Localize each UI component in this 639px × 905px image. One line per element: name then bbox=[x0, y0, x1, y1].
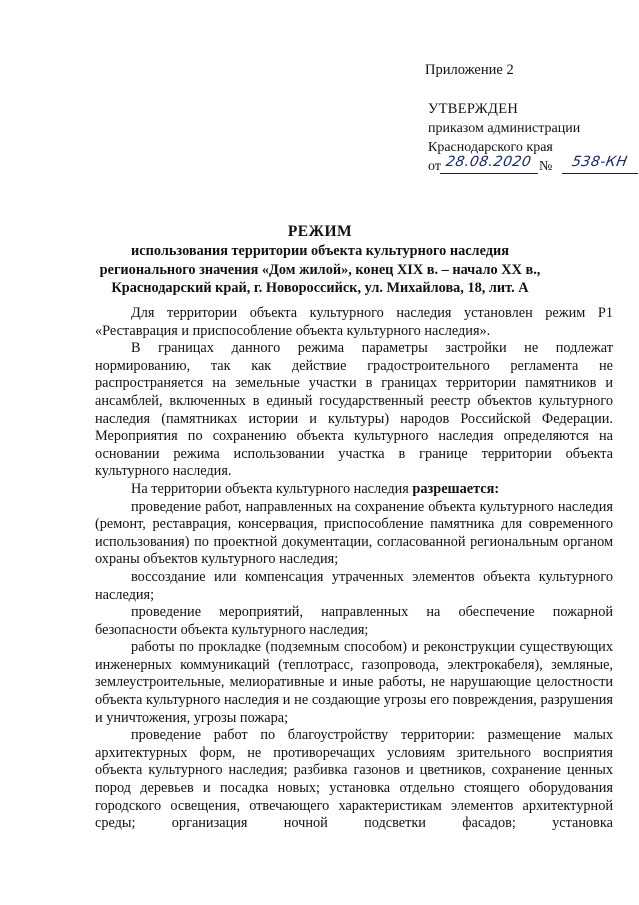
approved-label: УТВЕРЖДЕН bbox=[428, 101, 519, 117]
approval-block bbox=[428, 100, 630, 176]
document-body bbox=[95, 305, 613, 833]
order-date-underline bbox=[440, 173, 538, 174]
paragraph-permitted-intro bbox=[95, 481, 613, 499]
permitted-intro-text: На территории объекта культурного наследия bbox=[131, 480, 413, 497]
permitted-keyword: разрешается: bbox=[412, 480, 500, 497]
paragraph-regime: Для территории объекта культурного наследия установлен режим Р1 «Реставрация и приспособление объекта культурного наследия». bbox=[95, 305, 613, 339]
paragraph-parameters: В границах данного режима параметры застройки не подлежат нормированию, так как действие градостроительного регламента не распространяется на земельные участки в границах территории памятников и ансамблей, включенных в единый государственный реестр объектов культурного наследия (памятниках истории и культуры) народов Российской Федерации. Мероприятия по сохранению объекта культурного наследия определяются на основании режима использовании участка в границе территории объекта культурного наследия. bbox=[95, 340, 613, 480]
order-prefix: от bbox=[428, 159, 441, 174]
list-item: работы по прокладке (подземным способом) и реконструкции существующих инженерных коммуникаций (теплотрасс, газопровода, электрокабеля), земляные, землеустроительные, мелиоративные и иные работы, не нарушающие целостности объекта культурного наследия и не создающие угрозы его повреждения, разрушения и уничтожения, угрозы пожара; bbox=[95, 639, 613, 726]
order-date-handwritten: 28.08.2020 bbox=[445, 154, 534, 170]
title-line-3: Краснодарский край, г. Новороссийск, ул. Михайлова, 18, лит. А bbox=[111, 280, 529, 296]
order-number-field bbox=[562, 153, 638, 172]
list-item: проведение работ, направленных на сохранение объекта культурного наследия (ремонт, реставрация, консервация, приспособление памятника для современного использования) по проектной документации, согласованной региональным органом охраны объектов культурного наследия; bbox=[95, 498, 613, 568]
title-line-1: использования территории объекта культурного наследия bbox=[131, 243, 509, 259]
order-number-handwritten: 538-КН bbox=[571, 154, 630, 170]
order-date-field bbox=[440, 153, 538, 172]
list-item: проведение мероприятий, направленных на обеспечение пожарной безопасности объекта культурного наследия; bbox=[95, 604, 613, 638]
approval-line-2: Краснодарского края bbox=[428, 140, 553, 155]
title-line-2: регионального значения «Дом жилой», конец XIX в. – начало XX в., bbox=[99, 261, 541, 278]
list-item: проведение работ по благоустройству территории: размещение малых архитектурных форм, не противоречащих условиям зрительного восприятия объекта культурного наследия; разбивка газонов и цветников, сохранение ценных пород деревьев и посадка новых; установка отдельно стоящего оборудования городского освещения, отвечающего характеристикам элементов архитектурной среды; организация ночной подсветки фасадов; установка bbox=[95, 727, 613, 832]
order-number-underline bbox=[562, 173, 638, 174]
document-title bbox=[70, 222, 570, 298]
appendix-label: Приложение 2 bbox=[425, 62, 514, 78]
list-item: воссоздание или компенсация утраченных элементов объекта культурного наследия; bbox=[95, 568, 613, 603]
number-sign: № bbox=[539, 159, 553, 174]
approval-line-1: приказом администрации bbox=[428, 121, 581, 136]
order-line bbox=[428, 154, 630, 176]
title-heading: РЕЖИМ bbox=[287, 223, 353, 240]
